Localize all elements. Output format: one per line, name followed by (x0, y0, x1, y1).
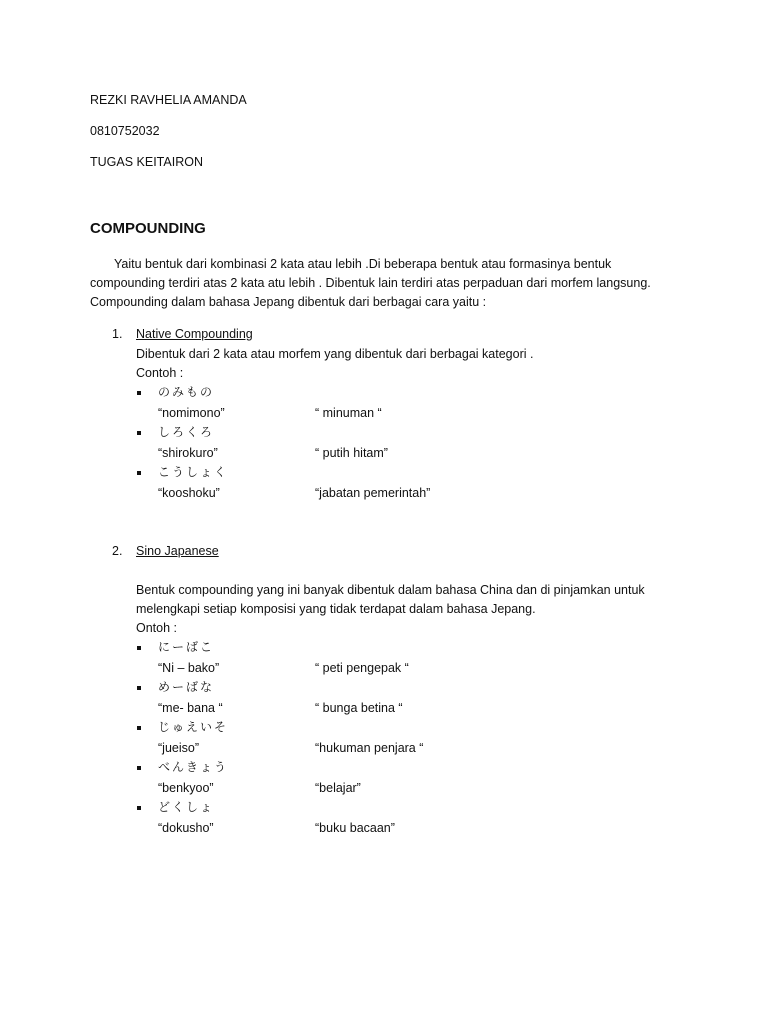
bullet-icon (137, 686, 141, 690)
section-title: COMPOUNDING (90, 220, 206, 237)
subsection-heading: Sino Japanese (136, 544, 219, 558)
example-meaning: “buku bacaan” (315, 821, 395, 835)
list-number: 2. (112, 544, 123, 558)
example-kana: じゅえいそ (158, 720, 229, 734)
example-romaji: “Ni – bako” (158, 661, 220, 675)
bullet-icon (137, 646, 141, 650)
bullet-icon (137, 766, 141, 770)
bullet-icon (137, 431, 141, 435)
example-kana: めーばな (158, 680, 215, 694)
subsection-description: melengkapi setiap komposisi yang tidak terdapat dalam bahasa Jepang. (136, 602, 536, 616)
bullet-icon (137, 726, 141, 730)
example-meaning: “ putih hitam” (315, 446, 388, 460)
intro-line: Compounding dalam bahasa Jepang dibentuk dari berbagai cara yaitu : (90, 295, 487, 309)
example-romaji: “dokusho” (158, 821, 214, 835)
example-meaning: “ minuman “ (315, 406, 382, 420)
example-kana: こうしょく (158, 465, 229, 479)
subsection-description: Bentuk compounding yang ini banyak dibentuk dalam bahasa China dan di pinjamkan untuk (136, 583, 645, 597)
intro-line: Yaitu bentuk dari kombinasi 2 kata atau lebih .Di beberapa bentuk atau formasinya bentuk (114, 257, 612, 271)
example-romaji: “benkyoo” (158, 781, 214, 795)
example-meaning: “hukuman penjara “ (315, 741, 424, 755)
author-name: REZKI RAVHELIA AMANDA (90, 93, 247, 107)
example-label: Ontoh : (136, 621, 177, 635)
example-meaning: “jabatan pemerintah” (315, 486, 431, 500)
example-label: Contoh : (136, 366, 184, 380)
example-kana: にーばこ (158, 640, 215, 654)
bullet-icon (137, 806, 141, 810)
example-kana: べんきょう (158, 760, 229, 774)
example-romaji: “jueiso” (158, 741, 199, 755)
example-kana: のみもの (158, 385, 215, 399)
example-romaji: “me- bana “ (158, 701, 223, 715)
bullet-icon (137, 391, 141, 395)
example-meaning: “ peti pengepak “ (315, 661, 409, 675)
bullet-icon (137, 471, 141, 475)
example-meaning: “belajar” (315, 781, 361, 795)
example-meaning: “ bunga betina “ (315, 701, 403, 715)
intro-line: compounding terdiri atas 2 kata atu lebih . Dibentuk lain terdiri atas perpaduan dari morfem langsung. (90, 276, 651, 290)
assignment-title: TUGAS KEITAIRON (90, 155, 203, 169)
list-number: 1. (112, 327, 123, 341)
example-romaji: “shirokuro” (158, 446, 218, 460)
subsection-description: Dibentuk dari 2 kata atau morfem yang dibentuk dari berbagai kategori . (136, 347, 534, 361)
example-kana: しろくろ (158, 425, 215, 439)
example-kana: どくしょ (158, 800, 215, 814)
example-romaji: “kooshoku” (158, 486, 220, 500)
student-id: 0810752032 (90, 124, 160, 138)
subsection-heading: Native Compounding (136, 327, 253, 341)
example-romaji: “nomimono” (158, 406, 225, 420)
